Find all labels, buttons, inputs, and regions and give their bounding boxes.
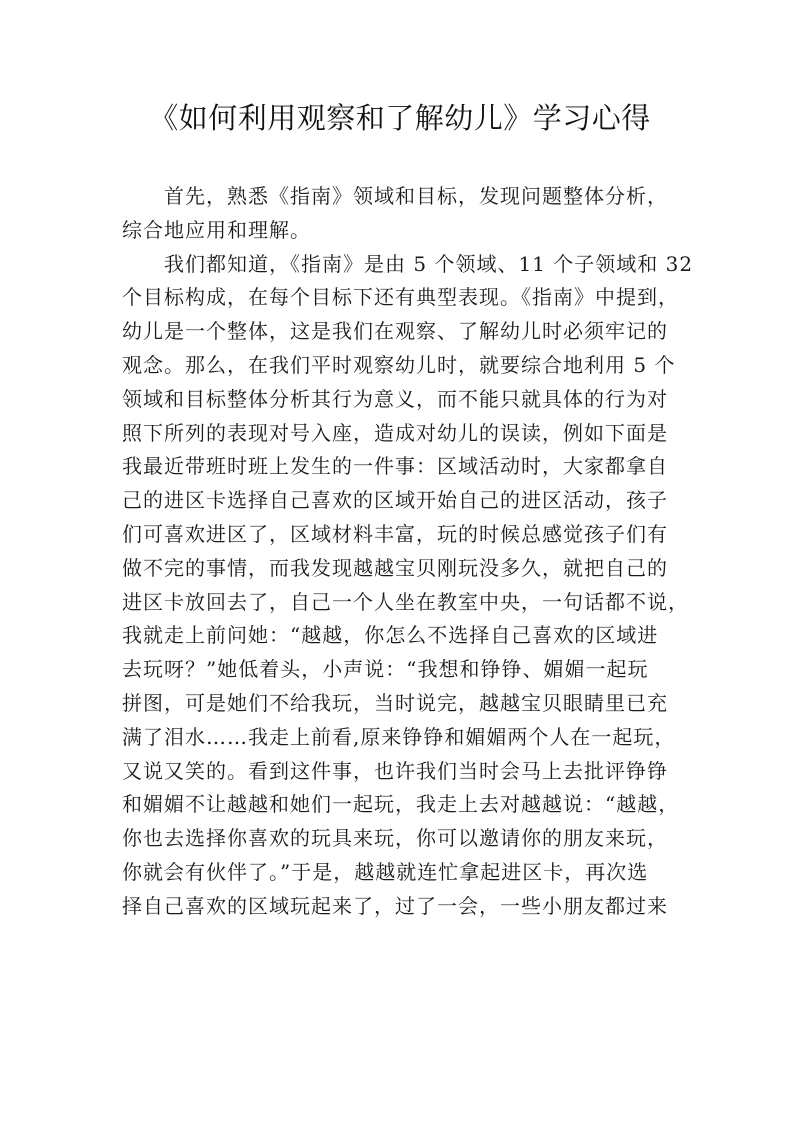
paragraph-2-line-19: 你就会有伙伴了。”于是，越越就连忙拿起进区卡，再次选 <box>122 859 649 884</box>
paragraph-2-line-15: 满了泪水……我走上前看,原来铮铮和媚媚两个人在一起玩， <box>122 724 676 749</box>
paragraph-2-line-6: 照下所列的表现对号入座，造成对幼儿的误读，例如下面是 <box>122 420 668 445</box>
paragraph-2-line-18: 你也去选择你喜欢的玩具来玩，你可以邀请你的朋友来玩， <box>122 826 668 851</box>
paragraph-2-line-12: 我就走上前问她：“越越，你怎么不选择自己喜欢的区域进 <box>122 623 659 648</box>
paragraph-2-line-14: 拼图，可是她们不给我玩，当时说完，越越宝贝眼睛里已充 <box>122 690 668 715</box>
paragraph-2-line-17: 和媚媚不让越越和她们一起玩，我走上去对越越说：“越越， <box>122 792 680 817</box>
paragraph-2-line-16: 又说又笑的。看到这件事，也许我们当时会马上去批评铮铮 <box>122 758 668 783</box>
paragraph-2-line-4: 观念。那么，在我们平时观察幼儿时，就要综合地利用 5 个 <box>122 352 676 377</box>
document-body <box>122 180 698 924</box>
paragraph-2-line-7: 我最近带班时班上发生的一件事：区域活动时，大家都拿自 <box>122 454 668 479</box>
paragraph-2-line-5: 领域和目标整体分析其行为意义，而不能只就具体的行为对 <box>122 386 668 411</box>
paragraph-1-line-2: 综合地应用和理解。 <box>122 217 311 242</box>
paragraph-2-line-10: 做不完的事情，而我发现越越宝贝刚玩没多久，就把自己的 <box>122 555 668 580</box>
paragraph-2-line-9: 们可喜欢进区了，区域材料丰富，玩的时候总感觉孩子们有 <box>122 521 668 546</box>
paragraph-2-line-2: 个目标构成，在每个目标下还有典型表现。《指南》中提到， <box>122 285 679 310</box>
paragraph-2-line-1: 我们都知道，《指南》是由 5 个领域、11 个子领域和 32 <box>164 251 694 276</box>
paragraph-2-line-20: 择自己喜欢的区域玩起来了，过了一会，一些小朋友都过来 <box>122 893 668 918</box>
paragraph-2-line-11: 进区卡放回去了，自己一个人坐在教室中央，一句话都不说， <box>122 589 689 614</box>
paragraph-2-line-3: 幼儿是一个整体，这是我们在观察、了解幼儿时必须牢记的 <box>122 319 668 344</box>
paragraph-1-line-1: 首先，熟悉《指南》领域和目标，发现问题整体分析， <box>164 184 668 208</box>
document-title: 《如何利用观察和了解幼儿》学习心得 <box>149 101 651 135</box>
paragraph-2-line-13: 去玩呀？”她低着头，小声说：“我想和铮铮、媚媚一起玩 <box>122 657 649 682</box>
paragraph-2-line-8: 己的进区卡选择自己喜欢的区域开始自己的进区活动，孩子 <box>122 488 668 513</box>
